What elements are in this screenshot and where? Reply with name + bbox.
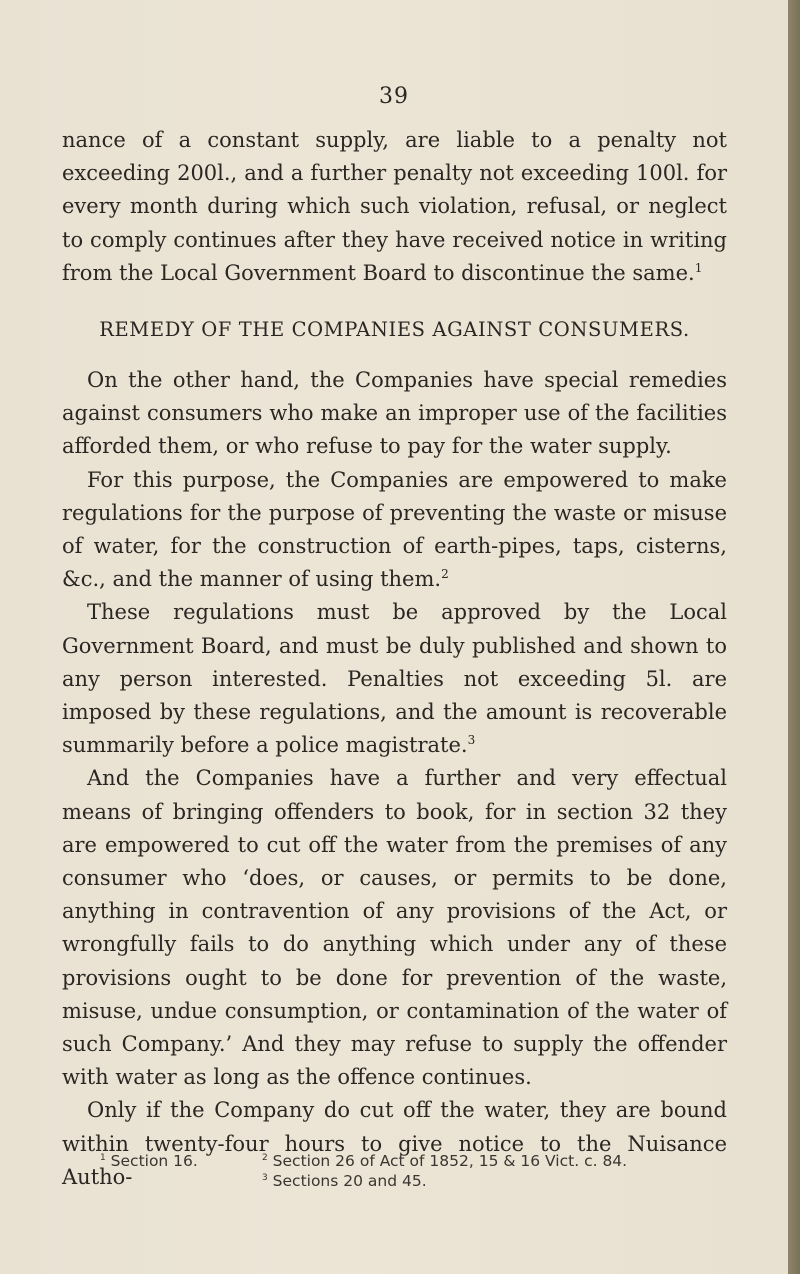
footnote-2-mark: 2 [262,1152,268,1163]
paragraph-5-text: Only if the Company do cut off the water, they are bound within twenty-four hours to give notice to the Nuisance Autho- [62,1098,727,1189]
opening-text [62,124,727,290]
page-number: 39 [379,84,409,109]
paragraph-1 [62,364,727,464]
footnote-1-text: Section 16. [110,1152,198,1170]
page-edge [788,0,800,1274]
footnote-1 [100,1151,262,1171]
body-text [62,364,727,1194]
footnote-ref-2: 2 [441,567,449,582]
footnote-3-text: Sections 20 and 45. [272,1172,427,1190]
footnote-3 [100,1171,720,1191]
footnote-ref-1: 1 [694,260,703,275]
paragraph-4-text: And the Companies have a further and very effectual means of bringing offenders to book, for in section 32 they are empowered to cut off the water from the premises of any consumer who ‘does, or causes, or permits to be done, anything in contravention of any provisions of the Act, or wrongfully fails to do anything which under any of these provisions ought to be done for prevention of the waste, misuse, undue consumption, or contamination of the water of such Company.’ And they may refuse to supply the offender with water as long as the offence continues. [62,766,727,1090]
opening-paragraph [62,124,727,290]
footnote-2 [262,1151,627,1171]
footnote-row-1 [100,1151,720,1171]
paragraph-2-text: For this purpose, the Companies are empowered to make regulations for the purpose of preventing the waste or misuse of water, for the construction of earth-pipes, taps, cisterns, &c., and the manner of using them. [62,467,727,592]
footnote-2-text: Section 26 of Act of 1852, 15 & 16 Vict. c. 84. [272,1152,628,1170]
footnote-3-mark: 3 [262,1172,268,1183]
footnote-ref-3: 3 [467,733,476,748]
footnote-1-mark: 1 [100,1152,106,1163]
opening-text-body: nance of a constant supply, are liable to a penalty not exceeding 200l., and a further penalty not exceeding 100l. for every month during which such violation, refusal, or neglect to comply continues after they have received notice in writing from the Local Government Board to discontinue the same. [62,128,727,285]
paragraph-3-text: These regulations must be approved by the Local Government Board, and must be duly published and shown to any person interested. Penalties not exceeding 5l. are imposed by these regulations, and the amount is recoverable summarily before a police magistrate. [62,600,727,758]
paragraph-3 [62,596,727,762]
footnotes [100,1151,720,1191]
paragraph-2 [62,464,727,597]
section-heading: REMEDY OF THE COMPANIES AGAINST CONSUMERS. [99,318,690,341]
paragraph-1-text: On the other hand, the Companies have special remedies against consumers who make an improper use of the facilities afforded them, or who refuse to pay for the water supply. [62,368,727,459]
paragraph-4 [62,762,727,1094]
